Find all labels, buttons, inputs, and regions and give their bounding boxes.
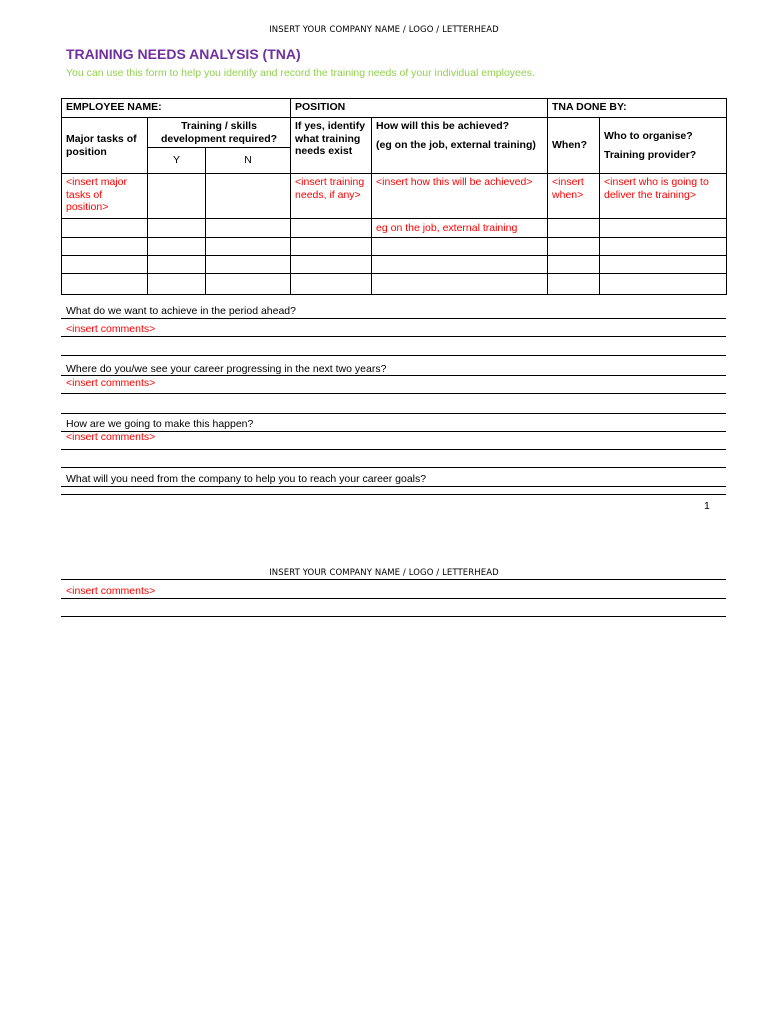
col-n: N	[206, 148, 291, 174]
table-cell[interactable]	[548, 219, 600, 238]
row1-y[interactable]	[148, 174, 206, 219]
table-cell[interactable]	[600, 256, 727, 274]
table-cell[interactable]	[372, 238, 548, 256]
col-how-achieved-label: How will this be achieved?	[376, 120, 510, 132]
comment-2[interactable]: <insert comments>	[66, 377, 156, 389]
divider	[61, 494, 726, 495]
table-cell[interactable]	[291, 274, 372, 295]
table-cell[interactable]	[62, 238, 148, 256]
table-cell[interactable]	[600, 238, 727, 256]
divider	[61, 486, 726, 487]
page-title: TRAINING NEEDS ANALYSIS (TNA)	[66, 46, 301, 62]
table-row	[62, 256, 727, 274]
tna-table	[61, 98, 727, 295]
table-cell[interactable]	[372, 256, 548, 274]
table-cell[interactable]	[291, 256, 372, 274]
row1-how[interactable]: <insert how this will be achieved>	[372, 174, 548, 219]
row2-how[interactable]: eg on the job, external training	[372, 219, 548, 238]
comment-3[interactable]: <insert comments>	[66, 431, 156, 443]
divider	[61, 393, 726, 394]
question-1: What do we want to achieve in the period ahead?	[66, 305, 296, 317]
col-if-yes: If yes, identify what training needs exist	[291, 118, 372, 174]
divider	[61, 616, 726, 617]
table-cell[interactable]	[62, 219, 148, 238]
col-when: When?	[548, 118, 600, 174]
table-cell[interactable]	[372, 274, 548, 295]
divider	[61, 336, 726, 337]
page-number: 1	[704, 500, 710, 512]
table-cell[interactable]	[600, 219, 727, 238]
table-cell[interactable]	[206, 274, 291, 295]
divider	[61, 579, 726, 580]
table-row	[62, 274, 727, 295]
divider	[61, 318, 726, 319]
row1-tasks[interactable]: <insert major tasks of position>	[62, 174, 148, 219]
table-row	[62, 174, 727, 219]
table-cell[interactable]	[291, 219, 372, 238]
table-cell[interactable]	[148, 256, 206, 274]
employee-name-label: EMPLOYEE NAME:	[62, 99, 291, 118]
row1-needs[interactable]: <insert training needs, if any>	[291, 174, 372, 219]
table-cell[interactable]	[548, 238, 600, 256]
divider	[61, 598, 726, 599]
column-header-row	[62, 118, 727, 148]
position-label: POSITION	[291, 99, 548, 118]
col-y: Y	[148, 148, 206, 174]
col-who-organise	[600, 118, 727, 174]
table-cell[interactable]	[62, 274, 148, 295]
question-3: How are we going to make this happen?	[66, 418, 254, 430]
page-subtitle: You can use this form to help you identify and record the training needs of your individual employees.	[66, 67, 535, 79]
question-2: Where do you/we see your career progressing in the next two years?	[66, 363, 387, 375]
divider	[61, 413, 726, 414]
row1-when[interactable]: <insert when>	[548, 174, 600, 219]
table-cell[interactable]	[291, 238, 372, 256]
table-row	[62, 238, 727, 256]
header-row	[62, 99, 727, 118]
letterhead: INSERT YOUR COMPANY NAME / LOGO / LETTERHEAD	[269, 25, 499, 35]
table-cell[interactable]	[548, 274, 600, 295]
row1-n[interactable]	[206, 174, 291, 219]
table-cell[interactable]	[206, 256, 291, 274]
table-cell[interactable]	[62, 256, 148, 274]
table-cell[interactable]	[148, 238, 206, 256]
comment-4[interactable]: <insert comments>	[66, 585, 156, 597]
table-cell[interactable]	[206, 219, 291, 238]
divider	[61, 431, 726, 432]
divider	[61, 375, 726, 376]
table-cell[interactable]	[148, 274, 206, 295]
table-cell[interactable]	[600, 274, 727, 295]
comment-1[interactable]: <insert comments>	[66, 323, 156, 335]
col-how-achieved	[372, 118, 548, 174]
col-who-organise-label: Who to organise?	[604, 130, 693, 142]
col-major-tasks: Major tasks of position	[62, 118, 148, 174]
col-how-achieved-eg: (eg on the job, external training)	[376, 138, 536, 151]
tna-done-by-label: TNA DONE BY:	[548, 99, 727, 118]
row1-who[interactable]: <insert who is going to deliver the training>	[600, 174, 727, 219]
col-training-provider-label: Training provider?	[604, 148, 697, 161]
col-training-required: Training / skills development required?	[148, 118, 291, 148]
divider	[61, 449, 726, 450]
table-cell[interactable]	[148, 219, 206, 238]
table-cell[interactable]	[206, 238, 291, 256]
divider	[61, 355, 726, 356]
table-cell[interactable]	[548, 256, 600, 274]
question-4: What will you need from the company to help you to reach your career goals?	[66, 473, 427, 485]
letterhead: INSERT YOUR COMPANY NAME / LOGO / LETTERHEAD	[269, 568, 499, 578]
table-row	[62, 219, 727, 238]
divider	[61, 467, 726, 468]
